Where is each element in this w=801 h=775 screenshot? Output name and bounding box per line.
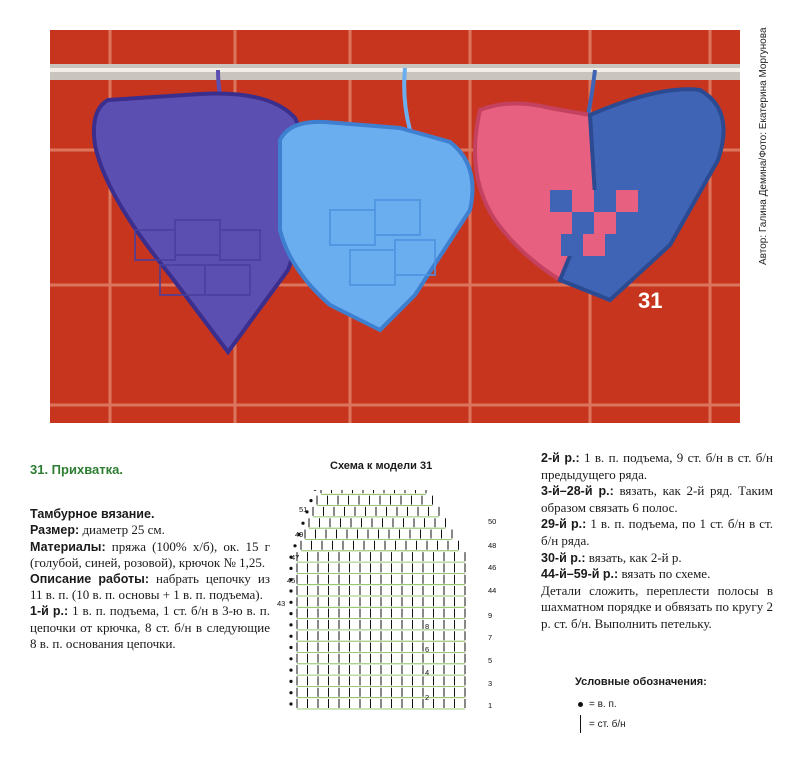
row30-line bbox=[541, 550, 773, 567]
chain-stitch bbox=[289, 589, 292, 592]
chain-stitch bbox=[301, 522, 304, 525]
chain-stitch bbox=[309, 499, 312, 502]
chain-stitch bbox=[313, 490, 316, 491]
chart-title: Схема к модели 31 bbox=[330, 460, 433, 472]
row29-text: 1 в. п. подъема, по 1 ст. б/н в ст. б/н ряда. bbox=[541, 516, 774, 548]
chain-stitch bbox=[289, 669, 292, 672]
chart-left-label: 43 bbox=[277, 599, 286, 608]
row3-label: 3-й–28-й р.: bbox=[541, 484, 614, 499]
materials-text: пряжа (100% х/б), ок. 15 г (голубой, синей, розовой), крючок № 1,25. bbox=[30, 538, 270, 570]
crochet-chart bbox=[275, 490, 515, 720]
single-crochet-symbol bbox=[580, 715, 581, 733]
chart-inner-label: 4 bbox=[425, 668, 430, 677]
chart-right-label: 46 bbox=[488, 563, 497, 572]
row30-text: вязать, как 2-й р. bbox=[585, 549, 682, 565]
chain-stitch bbox=[289, 646, 292, 649]
row2-text: 1 в. п. подъема, 9 ст. б/н в ст. б/н предыдущего ряда. bbox=[541, 450, 773, 482]
chain-stitch bbox=[289, 691, 292, 694]
row3-text: вязать, как 2-й ряд. Таким образом связать 6 полос. bbox=[541, 483, 773, 515]
legend bbox=[575, 676, 707, 734]
chain-stitch bbox=[293, 544, 296, 547]
row2-line bbox=[541, 450, 773, 483]
row44-text: вязать по схеме. bbox=[618, 566, 711, 582]
chart-left-label: 49 bbox=[295, 530, 304, 539]
legend-sc-row bbox=[575, 714, 707, 734]
size-line bbox=[30, 522, 270, 538]
article-column bbox=[30, 462, 270, 652]
size-text: диаметр 25 см. bbox=[79, 522, 165, 538]
description-text: набрать цепочку из 11 в. п. (10 в. п. основы + 1 в. п. подъема). bbox=[30, 571, 270, 603]
chart-inner-label: 6 bbox=[425, 645, 430, 654]
row1-text: 1 в. п. подъема, 1 ст. б/н в 3-ю в. п. цепочки от крючка, 8 ст. б/н в следующие 8 в. п. основания цепочки. bbox=[30, 603, 271, 651]
photo-number: 31 bbox=[638, 288, 663, 313]
description-line bbox=[30, 571, 270, 603]
row1-label: 1-й р.: bbox=[30, 604, 69, 619]
materials-line bbox=[30, 539, 270, 571]
potholders-illustration bbox=[50, 30, 740, 423]
chain-stitch bbox=[289, 680, 292, 683]
technique-label: Тамбурное вязание. bbox=[30, 507, 155, 522]
technique-line bbox=[30, 506, 270, 522]
chain-stitch bbox=[289, 623, 292, 626]
chart-right-label: 50 bbox=[488, 517, 497, 526]
product-photo bbox=[50, 30, 740, 423]
chart-right-label: 3 bbox=[488, 679, 493, 688]
chart-left-label: 51 bbox=[299, 505, 308, 514]
chart-right-label: 9 bbox=[488, 611, 493, 620]
credit-text: Автор: Галина Демина/Фото: Екатерина Моргунова bbox=[758, 27, 769, 265]
article-title: 31. Прихватка. bbox=[30, 462, 123, 477]
chain-stitch bbox=[289, 567, 292, 570]
chart-left-label: 45 bbox=[287, 576, 296, 585]
photo-credit bbox=[744, 27, 769, 270]
row29-label: 29-й р.: bbox=[541, 517, 587, 532]
continuation-column bbox=[541, 450, 773, 633]
chain-stitch bbox=[289, 612, 292, 615]
chart-right-label: 1 bbox=[488, 701, 493, 710]
chain-stitch bbox=[289, 657, 292, 660]
description-label: Описание работы: bbox=[30, 572, 150, 587]
chart-left-label: 47 bbox=[291, 553, 300, 562]
materials-label: Материалы: bbox=[30, 539, 106, 554]
legend-title: Условные обозначения: bbox=[575, 676, 707, 688]
row2-label: 2-й р.: bbox=[541, 451, 580, 465]
chart-right-label: 5 bbox=[488, 656, 493, 665]
row44-line bbox=[541, 566, 773, 583]
chart-inner-label: 2 bbox=[425, 693, 430, 702]
final-line: Детали сложить, переплести полосы в шахматном порядке и обвязать по кругу 2 р. ст. б/н. Выполнить петельку. bbox=[541, 582, 773, 631]
legend-sc-text: = ст. б/н bbox=[589, 718, 626, 730]
chain-stitch bbox=[289, 601, 292, 604]
row29-line bbox=[541, 516, 773, 549]
chart-right-label: 7 bbox=[488, 633, 493, 642]
chain-stitch bbox=[289, 635, 292, 638]
row44-label: 44-й–59-й р.: bbox=[541, 567, 619, 582]
legend-chain-text: = в. п. bbox=[589, 698, 617, 710]
chain-stitch bbox=[289, 702, 292, 705]
legend-chain-row bbox=[575, 694, 707, 714]
chart-right-label: 44 bbox=[488, 586, 497, 595]
row1-line bbox=[30, 603, 270, 652]
row3-line bbox=[541, 483, 773, 516]
chart-right-label: 48 bbox=[488, 541, 497, 550]
size-label: Размер: bbox=[30, 523, 80, 538]
chart-inner-label: 8 bbox=[425, 622, 430, 631]
row30-label: 30-й р.: bbox=[541, 550, 586, 565]
chain-stitch-symbol bbox=[578, 702, 583, 707]
